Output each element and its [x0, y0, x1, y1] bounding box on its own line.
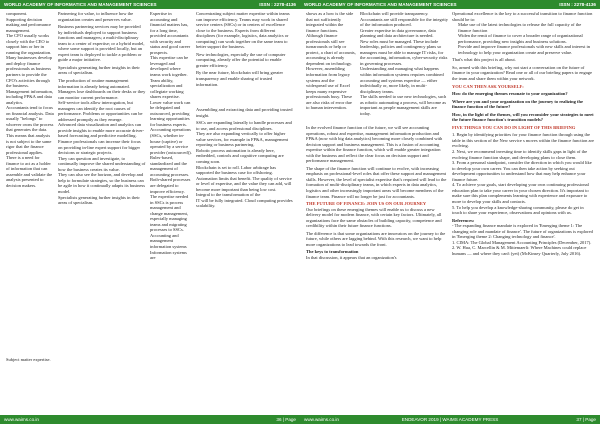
text-block: Rules-based, standardized and the management of accounting processes. Both-shared processes are delegated to improve efficiency. The expertise needed in SSCs is process management and change management, especially managing teams and migrating processes to SSCs. — [150, 155, 191, 233]
text-block: New roles must be managed. These include leadership, policies and contingency plans so managers must be able to manage IT risks, for the accounting, information, cyber-security risks in governing processes. — [360, 38, 448, 66]
section-heading: FIVE THINGS YOU CAN DO IN LIGHT OF THIS BRIEFING — [452, 124, 576, 130]
left-col-2 — [58, 11, 146, 413]
issn: ISSN : 2278-4136 — [259, 2, 296, 7]
text-block: In that discussion, it appears that an organization's — [306, 255, 397, 261]
text-block: Specialists generating further insights in their areas of specialism. — [58, 64, 140, 76]
text-block: Although finance professionals still see turnarounds or help or protect, a chart of accounts, accounting is already dependent on technology. However, assembling information from legacy systems and the widespread use of Excel keeps many expensive professionals busy. These are also risks of error due to human intervention. — [306, 33, 356, 111]
left-col-3 — [150, 11, 192, 413]
section-heading: THE FUTURE OF FINANCE: JOIN US ON OUR JOURNEY — [306, 201, 427, 207]
text-block: Management information, including FP&A and data analytics. — [6, 88, 53, 105]
text-block: Our briefings on these emerging themes will enable us to discuss a new delivery model for modern finance, with certain key factors. Ultimately, all organizations face the same obstacles of building capacity, competence and credibility within their future finance functions. — [306, 206, 442, 229]
text-block: In the evolved finance function of the future, we will see accounting operations, robust and expertise, management information production and FP&A (now with big data analytics) becoming more closely combined with decision support and business management. This is a fusion of accounting expertise within the finance function, which will enable greater integration with the business and reflect the clear focus on decision support and performance management. — [306, 125, 443, 164]
text-block: IT will be fully integrated. Cloud computing provides scalability. — [196, 197, 293, 209]
page-number: 37 | Page — [576, 417, 596, 422]
text-block: Accounting operations (SSCs, whether in-house (captive) or operated by a service provider (outsourced)). — [150, 127, 192, 155]
text-block: Blockchain is set to roll. Labor arbitrage has supported the business case for offshoring. Automation limits that benefit. The quality of service or level of expertise, and the value they can add, will become more important than being low cost. — [196, 164, 292, 192]
text-block: Managers lose dashboards on their desks or they can monitor current performance. — [58, 89, 146, 100]
references-heading: References: — [452, 217, 475, 223]
text-block: Information systems are — [150, 249, 187, 261]
page-number: 36 | Page — [276, 417, 296, 422]
text-block: Self-service tools allow interrogation, but managers can identify the root causes of performance. Problems or opportunities can be addressed promptly as they emerge. — [58, 100, 143, 122]
journal-title: WORLD ACADEMY OF INFORMATICS AND MANAGEMENT SCIENCES — [304, 2, 457, 7]
text-block: Advanced data visualization and analytics can provide insights to enable more accurate driver-based forecasting and predictive modelling. — [58, 122, 145, 139]
left-col-1 — [6, 11, 54, 413]
text-block: Accountants are still responsible for the integrity of the information produced. — [360, 16, 448, 28]
issue-label: ENDEAVOR 2019 | WAIMS ACADEMY PRESS — [401, 417, 499, 422]
text-block: Robotic process automation is already here, embedded, controls and cognitive computing are coming soon. — [196, 147, 284, 165]
right-page — [300, 0, 600, 424]
text-block: The shape of the finance function will continue to evolve, with increasing emphasis on professional-level roles that offer these support and management skills. However, the level of specialist expertise that's required will lead to the formation of multi-disciplinary teams, in which experts in data analytics, logistics and other increasingly important areas will become members of the finance team. Finance will no longer be just for accountants. — [306, 165, 447, 199]
text-block: Operational excellence is the key to a successful transition to finance function should be to: — [452, 11, 593, 22]
question: Where are you and your organization on the journey to realizing the finance function of the future? — [452, 98, 584, 110]
bullet-item: Widen the remit of finance to cover a broader range of organizational performance, providing new insights and business solutions. — [458, 33, 583, 44]
text-block: Concentrating subject matter expertise within teams can improve efficiency. Teams may work in shared service centers (SSCs) or in centers of excellence close to the business. Experts from different disciplines (for example, logistics, data analytics or computing) can work together on the same team to better support the business. — [196, 11, 290, 50]
text-block: They are also expanding vertically to offer higher value services, for example in FP&A, management reporting or business partnering. — [196, 131, 288, 148]
right-col-4 — [452, 11, 594, 413]
right-col-full — [306, 125, 448, 413]
subheading: The keys to transformation — [306, 249, 359, 255]
text-block: They can question and investigate, to continually improve the shared understanding of how the business creates its value. — [58, 155, 146, 172]
text-block: SSCs are expanding laterally to handle processes and to use, and access professional disciplines. — [196, 120, 292, 131]
step-item: 3. From a personal standpoint, consider the direction in which you would like to develop your own career. You can then take action by seeking out development opportunities to understand how that may help enhance your finance future. — [452, 160, 592, 182]
issn: ISSN : 2278-4136 — [559, 2, 596, 7]
text-block: The CFO usually works closely with the CEO to support him or her in running the organization. Many businesses develop and deploy finance professionals as business partners to provide the CFO's activities through the business. — [6, 33, 52, 89]
text-block: Assembling and extracting data and providing trusted insight. — [196, 107, 293, 118]
page-header — [300, 0, 600, 9]
text-block: Expertise in accounting and financial matters has, for a long time, provided accountants with security and status and good career prospects. — [150, 11, 191, 55]
step-item: 5. To help you develop a knowledge-sharing community, please do get in touch to share your experience, observations and opinions with us. — [452, 204, 584, 216]
question: How do the emerging themes resonate to your organization? — [452, 91, 568, 97]
text-block: Supporting decision making and performance management. — [6, 16, 51, 33]
reference-item: - The expanding finance mandate is explored in 'Emerging theme 1: The changing role and mandate of finance'. The future of organizations is explored in 'Emerging theme 2: Changing technology and finance'. — [452, 223, 593, 240]
text-block: Understanding and managing what happens within information systems requires combined accounting and systems expertise — either individually or, more likely, in multi-disciplinary teams. — [360, 66, 444, 94]
step-item: 1. Begin by identifying priorities for your finance function through using the table in this section of the New service s moves within the finance function are evolving. — [452, 132, 594, 149]
section-heading: YOU CAN THEN ASK YOURSELF: — [452, 83, 524, 89]
journal-title: WORLD ACADEMY OF INFORMATICS AND MANAGEMENT SCIENCES — [4, 2, 157, 7]
right-col-2 — [360, 11, 448, 123]
question: How, in the light of the themes, will you reconsider your strategies to meet the future finance function's transition models? — [452, 111, 594, 123]
right-col-1 — [306, 11, 356, 123]
step-item: 4. To achieve your goals, start developing your own continuing professional education plan to take your career in your chosen direction. It's important to make sure this plan complements learning with experience and exposure to more to develop your skills and contacts. — [452, 182, 589, 204]
left-col-4 — [196, 11, 294, 413]
text-block: Greater expertise in data governance, data planning and data architecture is needed. — [360, 27, 436, 39]
text-block: The skills needed to use new technologies, such as robotic automating a process, will become as important as people management skills are today. — [360, 94, 447, 116]
text-block: Business partnering services may be provided by individuals deployed to support business functions and managers; a multi-disciplinary team to a center of expertise; or a hybrid model, where some support is provided locally, but an expert team is deployed to tackle a problem or guide a major initiative. — [58, 24, 145, 63]
page-header — [0, 0, 300, 9]
text-block: Partnering for value, to influence how the organization creates and preserves value. — [58, 11, 134, 22]
text-block: By the near future, blockchain will bring greater transparency and enable sharing of trusted information. — [196, 70, 283, 87]
page-footer — [0, 415, 300, 424]
text-block: Finance professionals can increase their focus on providing in-line expert support for bigger decisions or strategic projects. — [58, 139, 141, 156]
text-block: Specialists generating further insights in their areas of specialism. — [58, 194, 140, 206]
step-item: 2. Next, we recommend investing time to identify skills gaps in light of the evolving finance function shape, and developing plans to close them. — [452, 149, 588, 160]
text-block: There is a need for finance to act as a holder of information that can assemble and validate the analysis presented to decision makers. — [6, 155, 53, 188]
text-block: shows as a how is the side that not sufficiently integrated within the finance functions. — [306, 11, 354, 33]
reference-item: 1. CIMA: The Global Management Accounting Principles (December, 2017). — [452, 239, 592, 245]
text-block: They can also see the horizon, and develop and help to formulate strategies, so the business can be agile in how it continually adapts its business model. — [58, 172, 145, 194]
text-block: Integral to the transformation of the — [196, 192, 261, 198]
text-block: This expertise can be leveraged and developed where teams work together. Team ability, specialization and collegiate working shares expertise. Lower value work can be delegated and outsourced, providing learning opportunities for business experts. — [150, 55, 191, 127]
site-link[interactable]: www.waims.co.in — [4, 417, 39, 422]
bullet-item: Provide and improve finance professionals with new skills and interest in technology to help your organization create and preserve value. — [458, 44, 590, 55]
text-block: That's what this project is all about. — [452, 57, 516, 63]
page-footer — [300, 415, 600, 424]
text-block: Accountants tend to focus on financial analysis. Data usually "belongs" to whoever owns the process that generates the data. This means that analysis is not subject to the same rigor that the finance professional applies. — [6, 105, 54, 155]
bullet-item: Make use of the latest technologies to release the full capacity of the finance function — [458, 22, 582, 33]
text-block: The difference is that some organizations are innovators on the journey to the future, while others are lagging behind. With this research, we want to help more organizations to lead towards the front. — [306, 230, 446, 247]
text-block: component. — [6, 11, 28, 16]
text-block: Blockchain will provide transparency. — [360, 11, 429, 16]
text-block: The production of routine management information is already being automated. — [58, 78, 130, 89]
text-block: Subject matter expertise. — [6, 357, 51, 362]
text-block: New technologies, especially the use of computer computing, already offer the potential to enable greater efficiency. — [196, 51, 286, 68]
site-link[interactable]: www.waims.co.in — [304, 417, 339, 422]
text-block: So, armed with this briefing, why not start a conversation on the future of finance in your organization? Read one or all of our briefing papers to engage the team and share them within your network. — [452, 64, 592, 82]
reference-item: 2. W. Hua, C. Marcellin & M. Mittemaerli: Where Machines could replace humans — and where they can't (yet) (McKinsey Quarterly, July 2016). — [452, 245, 587, 256]
text-block: Accounting and management information systems — [150, 232, 187, 249]
